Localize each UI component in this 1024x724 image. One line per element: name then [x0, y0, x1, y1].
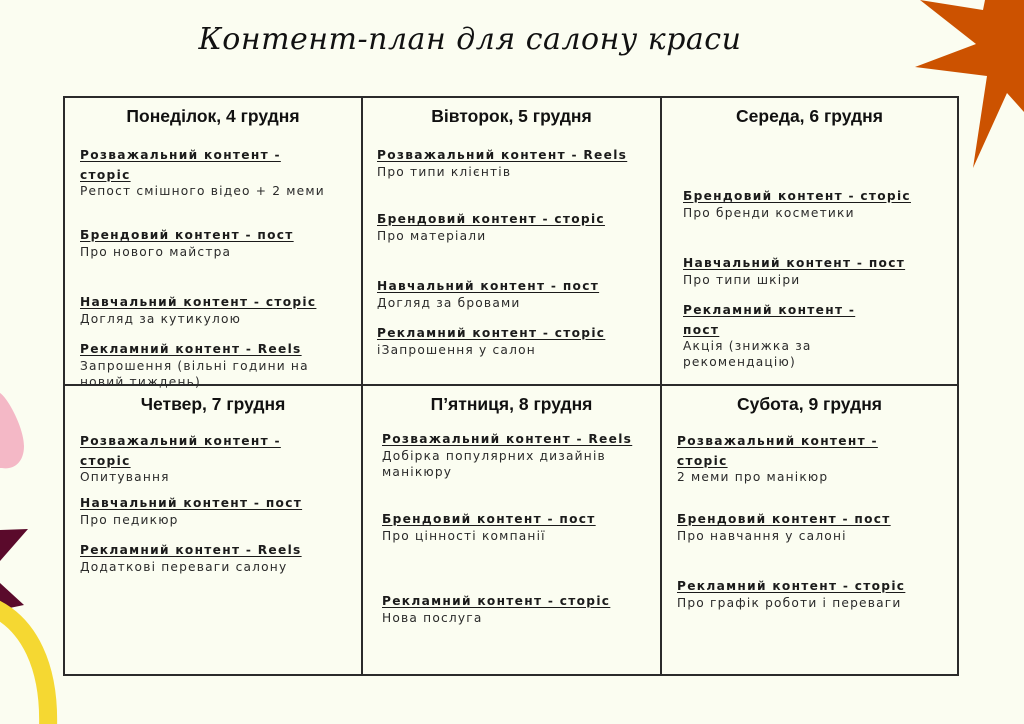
- plan-entry: [382, 508, 652, 544]
- day-heading: Середа, 6 грудня: [736, 106, 883, 126]
- entry-category: Рекламний контент - сторіс: [377, 326, 606, 340]
- yellow-arc-decoration-icon: [0, 598, 60, 724]
- plan-entry: [683, 299, 883, 370]
- day-heading: Четвер, 7 грудня: [140, 394, 286, 414]
- day-cell-tuesday: [363, 98, 662, 386]
- plan-entry: [80, 291, 330, 327]
- day-cell-wednesday: [662, 98, 957, 386]
- entry-description: Догляд за бровами: [377, 295, 521, 310]
- entry-description: Репост смішного відео + 2 меми: [80, 184, 325, 198]
- entry-category: Рекламний контент - сторіс: [382, 594, 611, 608]
- plan-entry: [683, 252, 933, 288]
- entry-category: Рекламний контент - сторіс: [677, 579, 906, 593]
- plan-entry: [80, 539, 330, 575]
- entry-category: Розважальний контент - Reels: [382, 432, 633, 446]
- day-heading: Понеділок, 4 грудня: [126, 106, 300, 126]
- plan-entry: [377, 322, 647, 358]
- entry-description: Про типи клієнтів: [377, 164, 512, 179]
- entry-description: Додаткові переваги салону: [80, 559, 288, 574]
- plan-entry: [377, 208, 647, 244]
- entry-description: Запрошення (вільні години на новий тиждень): [80, 358, 309, 389]
- entry-category: Навчальний контент - пост: [377, 279, 600, 293]
- entry-category: Розважальний контент - сторіс: [677, 434, 878, 468]
- entry-description: Опитування: [80, 470, 170, 484]
- entry-description: Про типи шкіри: [683, 272, 801, 287]
- entry-description: Догляд за кутикулою: [80, 311, 242, 326]
- day-cell-thursday: [65, 386, 363, 674]
- pink-petal-decoration-icon: [0, 388, 30, 473]
- entry-description: Про цінності компанії: [382, 528, 546, 543]
- plan-entry: [683, 185, 933, 221]
- entry-category: Навчальний контент - пост: [683, 256, 906, 270]
- entry-category: Розважальний контент - сторіс: [80, 148, 281, 182]
- plan-entry: [382, 590, 652, 626]
- plan-entry: [80, 430, 330, 485]
- entry-category: Брендовий контент - сторіс: [683, 189, 911, 203]
- day-cell-monday: [65, 98, 363, 389]
- entry-description: Про нового майстра: [80, 244, 232, 259]
- entry-category: Навчальний контент - пост: [80, 496, 303, 510]
- entry-category: Брендовий контент - пост: [80, 228, 294, 242]
- entry-category: Брендовий контент - пост: [677, 512, 891, 526]
- entry-category: Розважальний контент - сторіс: [80, 434, 281, 468]
- plan-entry: [677, 575, 947, 611]
- entry-category: Брендовий контент - сторіс: [377, 212, 605, 226]
- day-cell-friday: [363, 386, 662, 674]
- day-heading: П’ятниця, 8 грудня: [430, 394, 593, 414]
- entry-category: Рекламний контент - пост: [683, 303, 856, 337]
- plan-entry: [377, 275, 647, 311]
- entry-category: Розважальний контент - Reels: [377, 148, 628, 162]
- plan-entry: [80, 224, 330, 260]
- plan-entry: [80, 492, 330, 528]
- content-plan-grid: [63, 96, 959, 676]
- entry-description: Про матеріали: [377, 228, 487, 243]
- entry-description: Акція (знижка за рекомендацію): [683, 339, 812, 369]
- entry-description: Про бренди косметики: [683, 205, 855, 220]
- page-title: Контент-план для салону краси: [198, 22, 742, 57]
- plan-entry: [80, 338, 330, 390]
- plan-entry: [677, 508, 927, 544]
- entry-category: Рекламний контент - Reels: [80, 342, 302, 356]
- entry-description: Про педикюр: [80, 512, 179, 527]
- day-cell-saturday: [662, 386, 957, 674]
- plan-entry: [80, 144, 330, 199]
- plan-entry: [377, 144, 647, 180]
- entry-description: іЗапрошення у салон: [377, 342, 536, 357]
- day-heading: Вівторок, 5 грудня: [431, 106, 592, 126]
- plan-entry: [382, 428, 652, 480]
- entry-description: Добірка популярних дизайнів манікюру: [382, 448, 606, 479]
- entry-category: Брендовий контент - пост: [382, 512, 596, 526]
- entry-category: Навчальний контент - сторіс: [80, 295, 317, 309]
- day-heading: Субота, 9 грудня: [737, 394, 882, 414]
- entry-description: Нова послуга: [382, 610, 483, 625]
- entry-category: Рекламний контент - Reels: [80, 543, 302, 557]
- plan-entry: [677, 430, 927, 485]
- entry-description: Про навчання у салоні: [677, 528, 847, 543]
- entry-description: Про графік роботи і переваги: [677, 595, 902, 610]
- entry-description: 2 меми про манікюр: [677, 470, 829, 484]
